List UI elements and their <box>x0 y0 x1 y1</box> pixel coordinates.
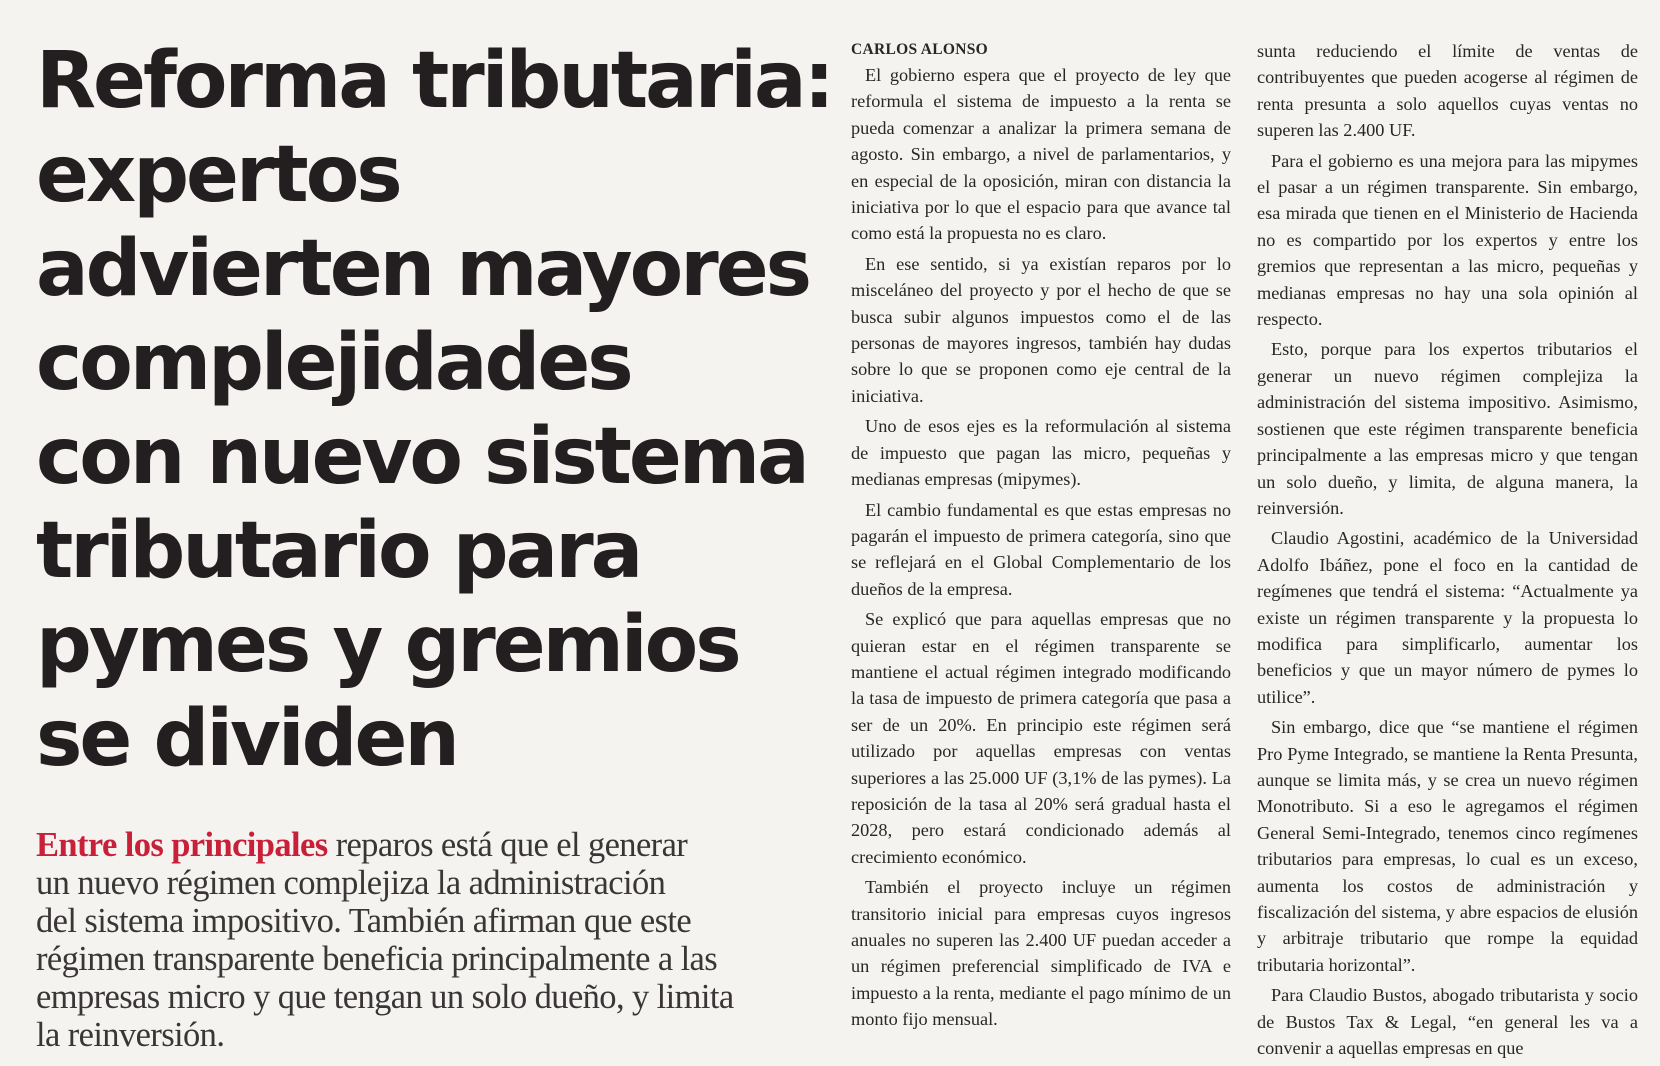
article-paragraph: El cambio fundamental es que estas empresas no pagarán el impuesto de primera categoría, sino que se reflejará en el Global Complementario de los dueños de la empresa. <box>851 499 1231 599</box>
headline-line: advierten mayores <box>36 224 810 314</box>
lead-line <box>36 826 826 864</box>
headline-line: pymes y gremios <box>36 600 739 690</box>
article-paragraph: Para el gobierno es una mejora para las mipymes el pasar a un régimen transparente. Sin embargo, esa mirada que tienen en el Ministerio de Hacienda no es compartido por los expertos y entre los gremios que representan a las micro, pequeñas y medianas empresas no hay una sola opinión al respecto. <box>1257 150 1638 330</box>
lead-line: empresas micro y que tengan un solo dueño, y limita <box>36 978 734 1016</box>
lead-line: régimen transparente beneficia principalmente a las <box>36 940 718 978</box>
headline-line: con nuevo sistema <box>36 412 807 502</box>
headline-line: se dividen <box>36 694 457 784</box>
article-paragraph: También el proyecto incluye un régimen transitorio inicial para empresas cuyos ingresos anuales no superen las 2.400 UF puedan acceder a un régimen preferencial simplificado de IVA e impuesto a la renta, mediante el pago mínimo de un monto fijo mensual. <box>851 877 1231 1030</box>
headline <box>36 34 832 786</box>
headline-line: expertos <box>36 130 400 220</box>
lead-line: un nuevo régimen complejiza la administración <box>36 864 666 902</box>
lead-paragraph <box>36 826 826 1054</box>
lead-line: la reinversión. <box>36 1016 225 1054</box>
article-column-right <box>1257 38 1638 1065</box>
article-paragraph: Sin embargo, dice que “se mantiene el régimen Pro Pyme Integrado, se mantiene la Renta Presunta, aunque se limita más, y se crea un nuevo régimen Monotributo. Si a eso le agregamos el régimen General Semi-Integrado, tenemos cinco regímenes tributarios para empresas, lo cual es un exceso, aumenta los costos de administración y fiscalización del sistema, y abre espacios de elusión y arbitraje tributario que rompe la equidad tributaria horizontal”. <box>1257 717 1638 975</box>
headline-block <box>36 34 832 786</box>
article-paragraph: Claudio Agostini, académico de la Universidad Adolfo Ibáñez, pone el foco en la cantidad de regímenes que tendrá el sistema: “Actualmente ya existe un régimen transparente y la propuesta lo modifica para simplificarlo, aumentar los beneficios y que un mayor número de pymes lo utilice”. <box>1257 528 1638 707</box>
article-paragraph-continued: sunta reduciendo el límite de ventas de contribuyentes que pueden acogerse al régimen de renta presunta a solo aquellos cuyas ventas no superen las 2.400 UF. <box>1257 41 1638 141</box>
article-paragraph: Se explicó que para aquellas empresas que no quieran estar en el régimen transparente se mantiene el actual régimen integrado modificando la tasa de impuesto de primera categoría que pasa a ser de un 20%. En principio este régimen será utilizado por aquellas empresas con ventas superiores a las 25.000 UF (3,1% de las pymes). La reposición de la tasa al 20% será gradual hasta el 2028, pero estará condicionado además al crecimiento económico. <box>851 609 1231 867</box>
headline-line: Reforma tributaria: <box>36 36 832 126</box>
headline-line: complejidades <box>36 318 631 408</box>
lead-line-rest: reparos está que el generar <box>327 826 688 864</box>
article-paragraph: El gobierno espera que el proyecto de ley que reformula el sistema de impuesto a la renta se pueda comenzar a analizar la primera semana de agosto. Sin embargo, a nivel de parlamentarios, y en especial de la oposición, miran con distancia la iniciativa por lo que el espacio para que avance tal como está la propuesta no es claro. <box>851 65 1231 244</box>
article-paragraph: En ese sentido, si ya existían reparos por lo misceláneo del proyecto y por el hecho de que se busca subir algunos impuestos como el de las personas de mayores ingresos, también hay dudas sobre lo que se proponen como eje central de la iniciativa. <box>851 253 1231 406</box>
article-paragraph: Uno de esos ejes es la reformulación al sistema de impuesto que pagan las micro, pequeñas y medianas empresas (mipymes). <box>851 416 1231 490</box>
article-paragraph: Esto, porque para los expertos tributarios el generar un nuevo régimen complejiza la administración del sistema impositivo. Asimismo, sostienen que este régimen transparente beneficia principalmente a las empresas micro y que tengan un solo dueño, y limita, de alguna manera, la reinversión. <box>1257 339 1638 518</box>
lead-highlight: Entre los principales <box>36 826 328 864</box>
headline-line: tributario para <box>36 506 641 596</box>
lead-line: del sistema impositivo. También afirman que este <box>36 902 692 940</box>
article-paragraph: Para Claudio Bustos, abogado tributarista y socio de Bustos Tax & Legal, “en general les va a convenir a aquellas empresas en que <box>1257 985 1638 1059</box>
byline: CARLOS ALONSO <box>851 41 988 58</box>
article-column-left <box>851 38 1231 1037</box>
